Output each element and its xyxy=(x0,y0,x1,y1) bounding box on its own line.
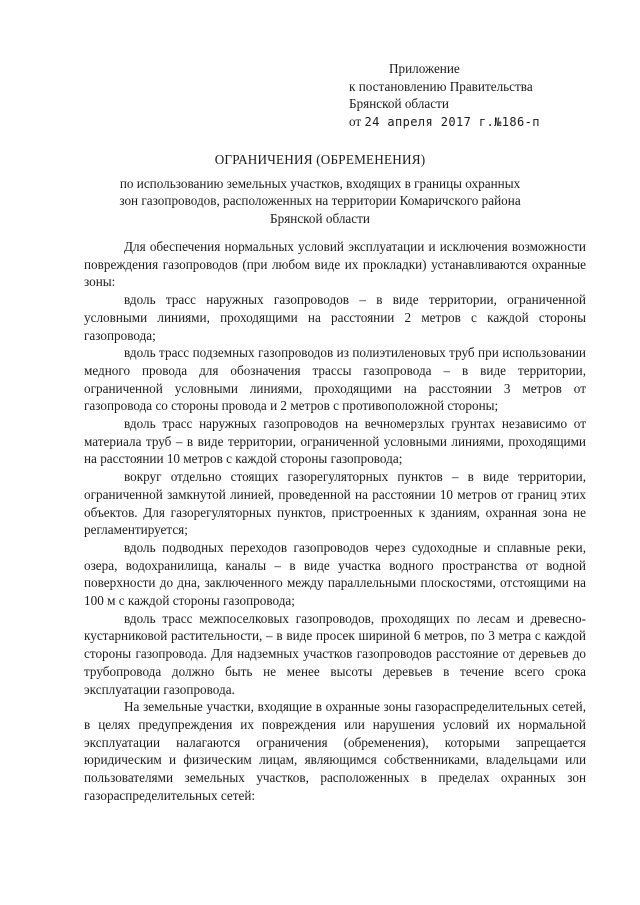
appendix-date-line xyxy=(349,113,540,132)
paragraph-regulator-stations: вокруг отдельно стоящих газорегуляторных пунктов – в виде территории, ограниченной замкнутой линией, проведенной на расстоянии 10 метров от границ этих объектов. Для газорегуляторных пунктов, пристроенных к зданиям, охранная зона не регламентируется; xyxy=(84,469,586,538)
paragraph-underwater-crossings: вдоль подводных переходов газопроводов через судоходные и сплавные реки, озера, водохранилища, каналы – в виде участка водного пространства от водной поверхности до дна, заключенного между параллельными плоскостями, отстоящими на 100 м с каждой стороны газопровода; xyxy=(84,539,586,609)
appendix-date-number: 24 апреля 2017 г.№186-п xyxy=(364,114,540,129)
paragraph-intro: Для обеспечения нормальных условий эксплуатации и исключения возможности повреждения газопроводов (при любом виде их прокладки) устанавливаются охранные зоны: xyxy=(84,239,586,290)
document-subtitle-line-1: по использованию земельных участков, входящих в границы охранных xyxy=(119,175,521,191)
paragraph-land-restrictions: На земельные участки, входящие в охранные зоны газораспределительных сетей, в целях предупреждения их повреждения или нарушения условий их нормальной эксплуатации налагаются ограничения (обременения), которыми запрещается юридическим и физическим лицам, являющимся собственниками, владельцами или пользователями земельных участков, расположенных в пределах охранных зон газораспределительных сетей: xyxy=(84,699,586,803)
appendix-label: Приложение xyxy=(389,61,460,76)
document-body xyxy=(84,238,586,805)
paragraph-external-pipelines: вдоль трасс наружных газопроводов – в виде территории, ограниченной условными линиями, проходящими на расстоянии 2 метров с каждой стороны газопровода; xyxy=(84,292,586,343)
document-subtitle-line-3: Брянской области xyxy=(270,210,370,226)
appendix-header xyxy=(349,60,540,131)
appendix-reference: к постановлению Правительства xyxy=(349,78,533,94)
paragraph-forest-pipelines: вдоль трасс межпоселковых газопроводов, проходящих по лесам и древесно-кустарниковой растительности, – в виде просек шириной 6 метров, по 3 метра с каждой стороны газопровода. Для надземных участков газопроводов расстояние от деревьев до трубопровода должно быть не менее высоты деревьев в течение всего срока эксплуатации газопровода. xyxy=(84,610,586,697)
document-subtitle-line-2: зон газопроводов, расположенных на территории Комаричского района xyxy=(119,193,521,209)
document-title: ОГРАНИЧЕНИЯ (ОБРЕМЕНЕНИЯ) xyxy=(214,152,426,167)
appendix-region: Брянской области xyxy=(349,96,449,112)
paragraph-permafrost-pipelines: вдоль трасс наружных газопроводов на вечномерзлых грунтах независимо от материала труб – в виде территории, ограниченной условными линиями, проходящими на расстоянии 10 метров с каждой стороны газопровода; xyxy=(84,416,586,467)
appendix-date-prefix: от xyxy=(349,113,362,129)
document-title-block xyxy=(60,151,580,227)
paragraph-underground-pipelines: вдоль трасс подземных газопроводов из полиэтиленовых труб при использовании медного провода для обозначения трассы газопровода – в виде территории, ограниченной условными линиями, проходящими на расстоянии 3 метров от газопровода со стороны провода и 2 метров с противоположной стороны; xyxy=(84,345,586,414)
